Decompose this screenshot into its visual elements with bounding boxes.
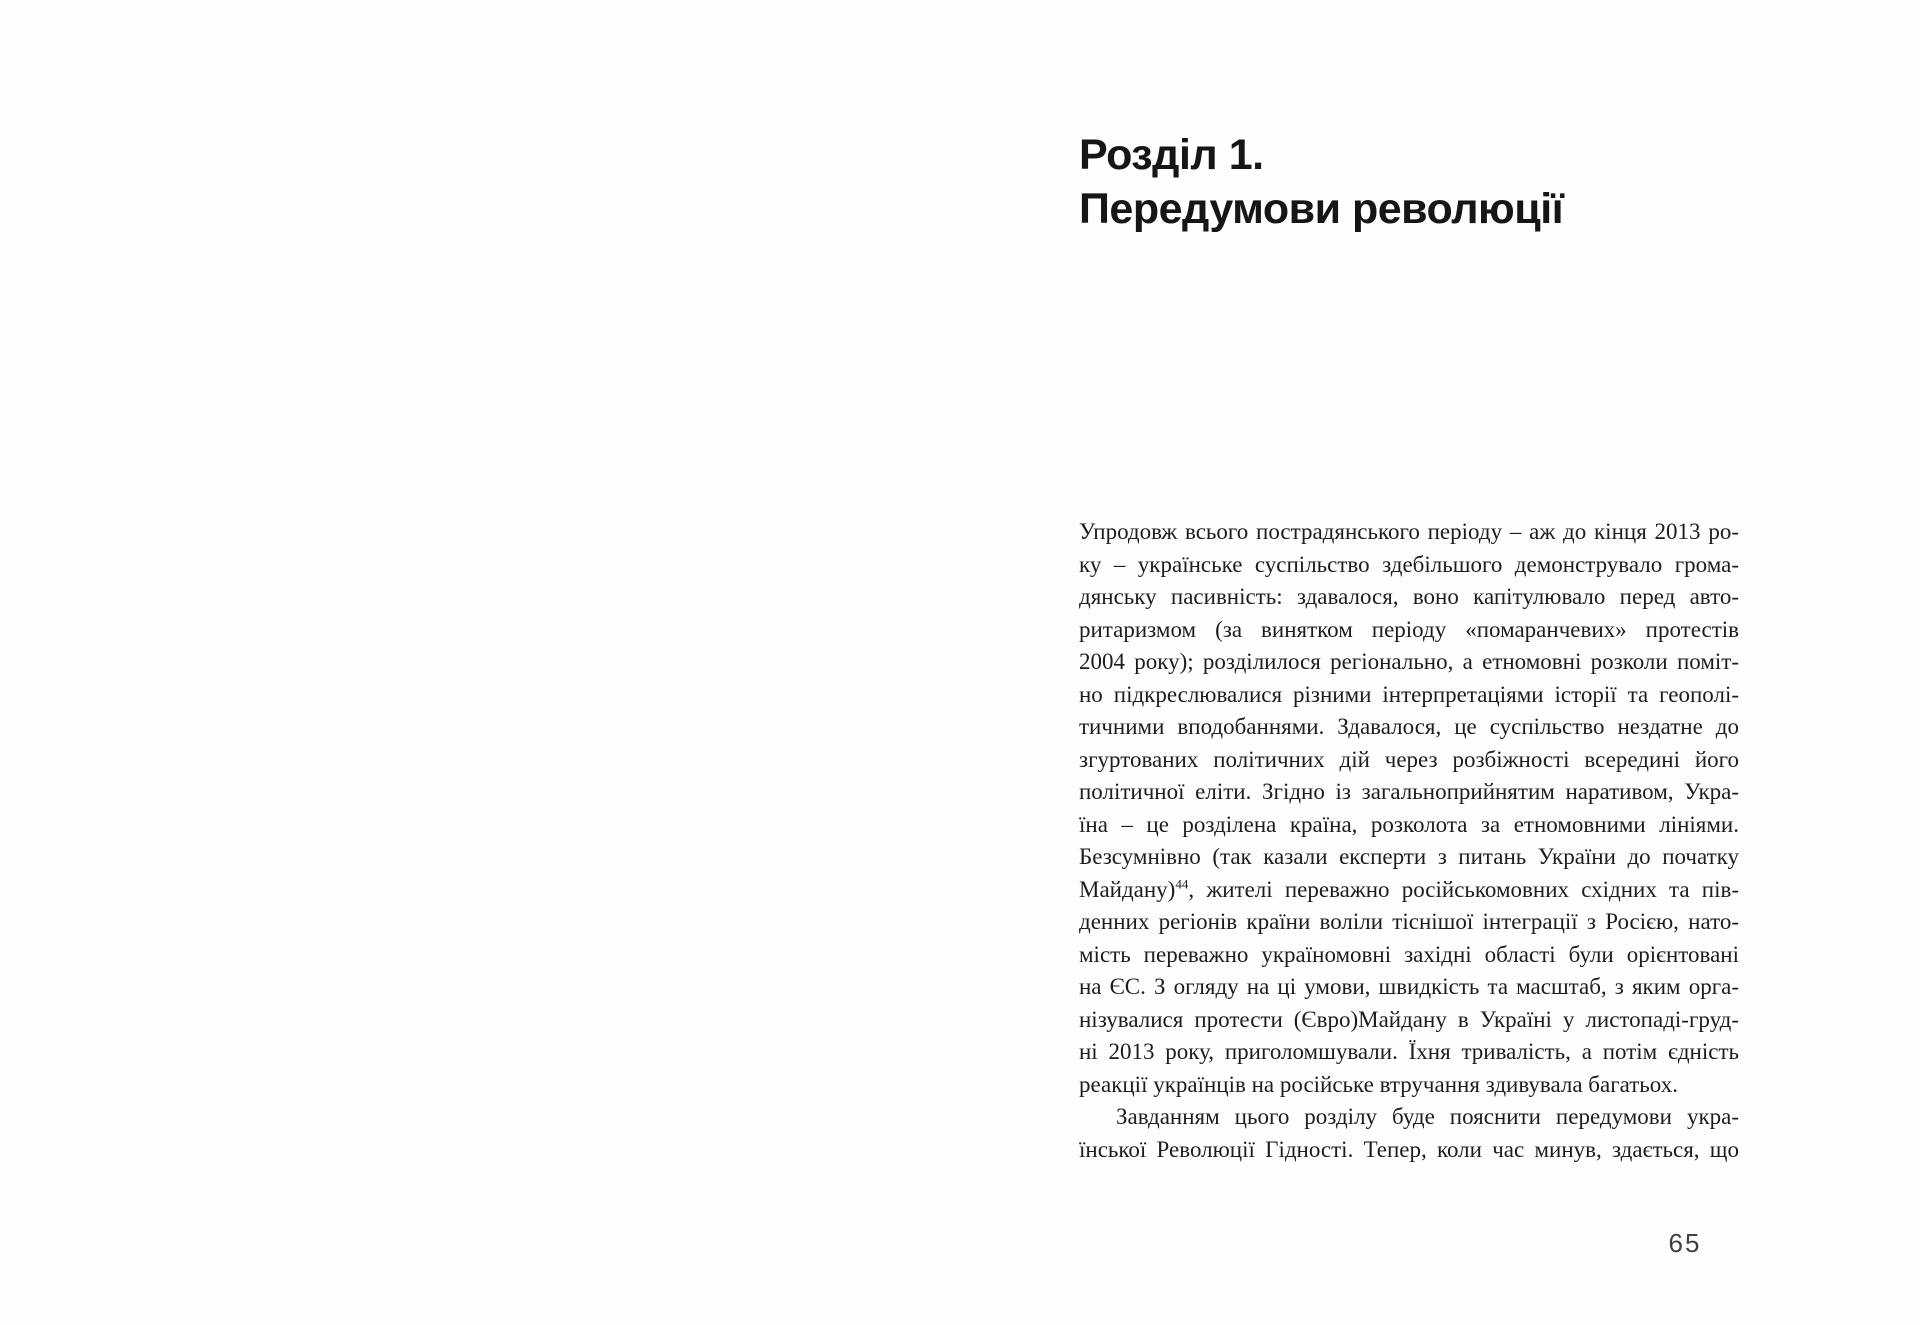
body-line: мість переважно україномовні західні області були орієнтовані xyxy=(1079,941,1739,967)
body-line: Безсумнівно (так казали експерти з питань України до початку xyxy=(1079,844,1739,869)
body-line: Завданням цього розділу буде пояснити передумови укра- xyxy=(1116,1104,1739,1129)
body-line: Майдану)$^{44}$, жителі переважно російськомовних східних та пів- xyxy=(1079,875,1739,902)
body-line: нізувалися протести (Євро)Майдану в Україні у листопаді-груд- xyxy=(1079,1006,1739,1032)
chapter-heading xyxy=(1079,128,1759,236)
chapter-heading-line1: Розділ 1. xyxy=(1079,131,1264,179)
body-line: на ЄС. З огляду на ці умови, швидкість та масштаб, з яким орга- xyxy=(1079,974,1739,999)
body-line: денних регіонів країни воліли тіснішої інтеграції з Росією, нато- xyxy=(1079,909,1739,934)
body-line: тичними вподобаннями. Здавалося, це суспільство нездатне до xyxy=(1079,714,1739,739)
page-number: 65 xyxy=(1668,1228,1702,1258)
body-line: реакції українців на російське втручання здивувала багатьох. xyxy=(1079,1071,1678,1097)
body-line: їнської Революції Гідності. Тепер, коли час минув, здається, що xyxy=(1079,1136,1739,1162)
body-line: но підкреслювалися різними інтерпретаціями історії та геополі- xyxy=(1079,681,1739,707)
body-line: політичної еліти. Згідно із загальноприйнятим наративом, Укра- xyxy=(1079,779,1739,804)
footnote-marker: 44 xyxy=(1175,875,1189,891)
body-line: ку – українське суспільство здебільшого демонструвало грома- xyxy=(1079,551,1739,577)
chapter-heading-line2: Передумови революції xyxy=(1079,185,1564,233)
body-line: 2004 року); розділилося регіонально, а етномовні розколи поміт- xyxy=(1079,649,1739,674)
body-line: згуртованих політичних дій через розбіжності всередині його xyxy=(1079,746,1739,772)
body-line: Упродовж всього пострадянського періоду – аж до кінця 2013 ро- xyxy=(1079,519,1739,544)
body-line: їна – це розділена країна, розколота за етномовними лініями. xyxy=(1079,811,1739,837)
body-line: ритаризмом (за винятком періоду «помаранчевих» протестів xyxy=(1079,616,1739,642)
body-line: дянську пасивність: здавалося, воно капітулювало перед авто- xyxy=(1079,584,1739,609)
body-line: ні 2013 року, приголомшували. Їхня тривалість, а потім єдність xyxy=(1079,1039,1739,1064)
body-text xyxy=(1079,516,1739,1166)
